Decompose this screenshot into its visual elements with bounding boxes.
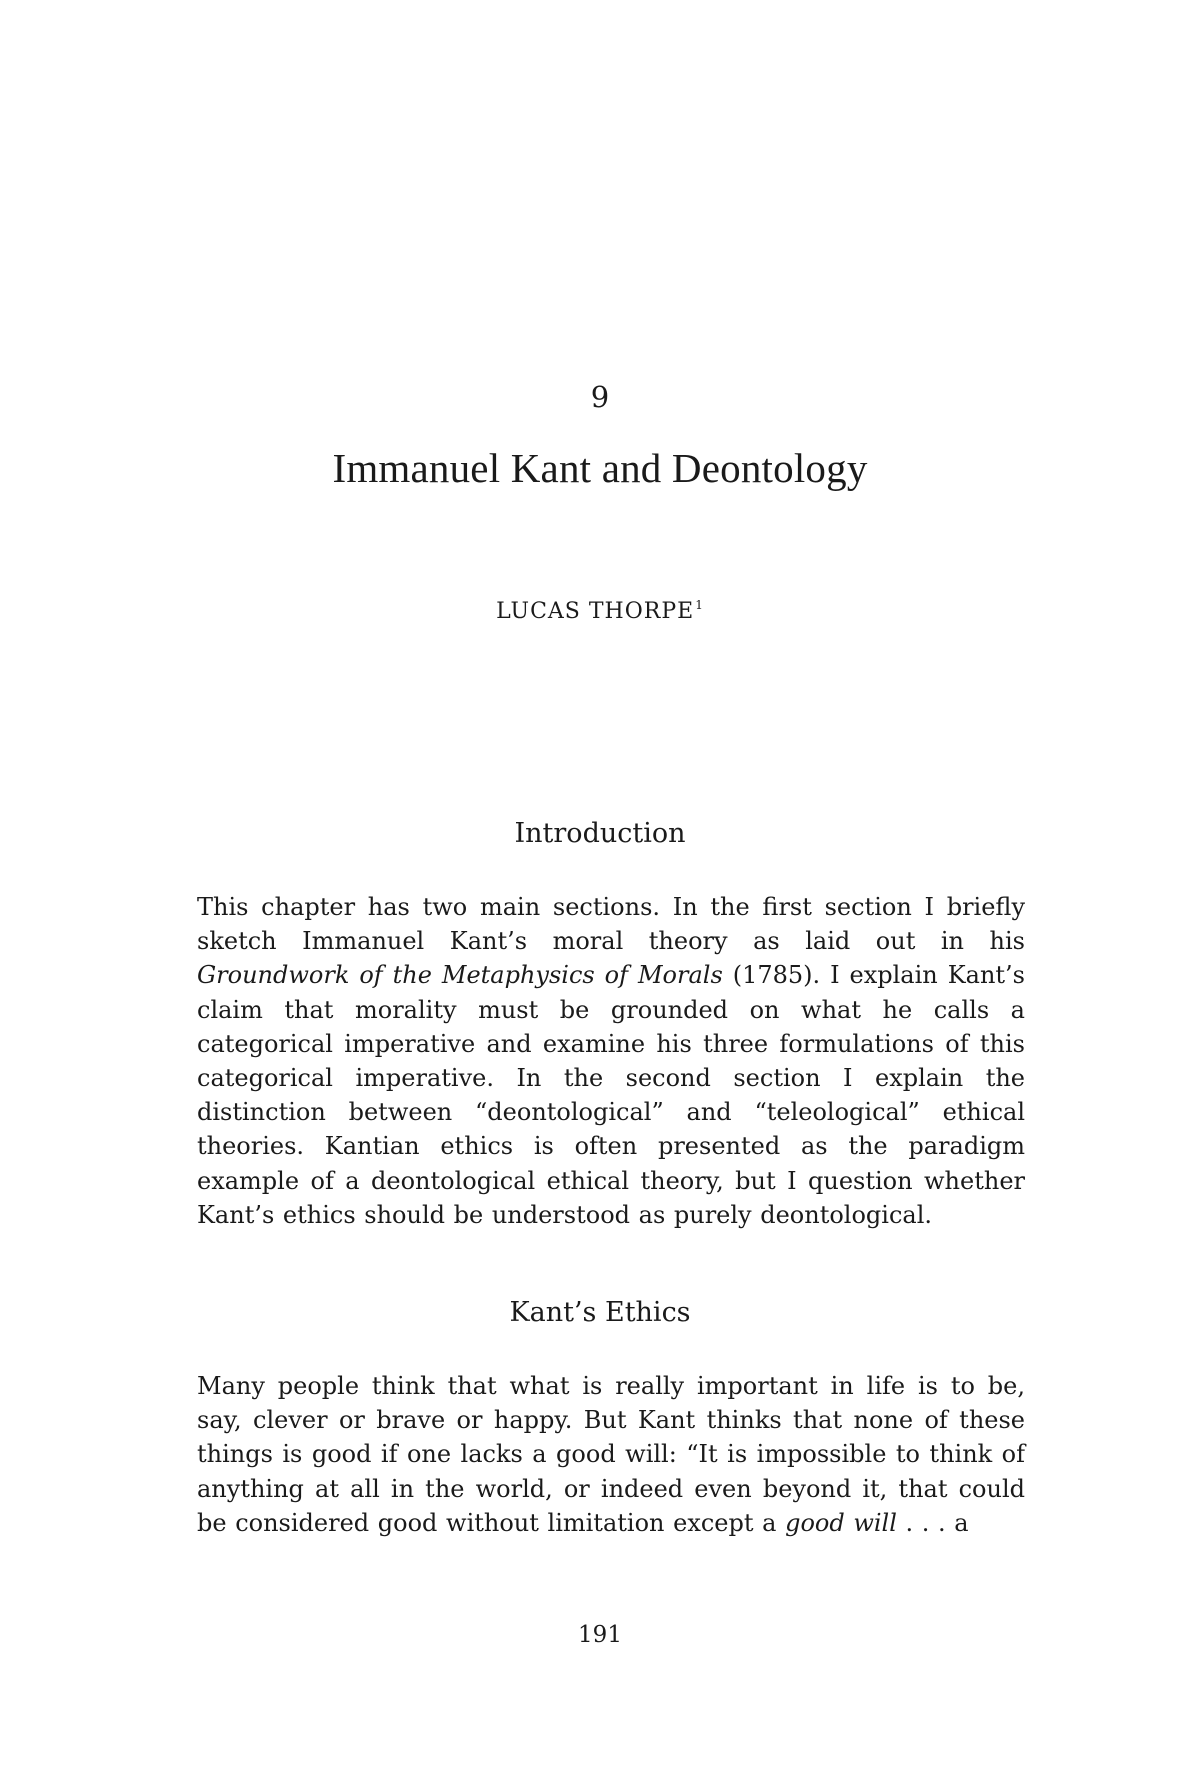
intro-text-part1: This chapter has two main sections. In the first section I briefly sketch Immanuel Kant’s moral theory as laid out in his	[197, 893, 1025, 956]
chapter-title: Immanuel Kant and Deontology	[332, 445, 868, 491]
ethics-text-part1: Many people think that what is really important in life is to be, say, clever or brave or happy. But Kant thinks that none of these things is good if one lacks a good will: “It is impossible to think of anything at all in the world, or indeed even beyond it, that could be considered good without limitation except a	[197, 1372, 1025, 1537]
kants-ethics-paragraph	[197, 1369, 1025, 1540]
intro-text-part2: (1785). I explain Kant’s claim that morality must be grounded on what he calls a categorical imperative and examine his three formulations of this categorical imperative. In the second section I explain the distinction between “deontological” and “teleological” ethical theories. Kantian ethics is often presented as the paradigm example of a deontological ethical theory, but I question whether Kant’s ethics should be understood as purely deontological.	[197, 961, 1025, 1229]
introduction-paragraph	[197, 890, 1025, 1232]
ethics-text-part2: . . . a	[896, 1508, 969, 1537]
section-heading-kants-ethics: Kant’s Ethics	[509, 1297, 691, 1328]
chapter-author	[0, 598, 1200, 624]
page-number: 191	[578, 1622, 622, 1648]
author-footnote-mark[interactable]: 1	[695, 598, 704, 612]
section-heading-introduction: Introduction	[514, 818, 686, 849]
groundwork-title: Groundwork of the Metaphysics of Morals	[197, 961, 723, 990]
good-will-emphasis: good will	[785, 1508, 897, 1537]
author-name: LUCAS THORPE	[496, 599, 695, 624]
chapter-number: 9	[590, 380, 610, 414]
